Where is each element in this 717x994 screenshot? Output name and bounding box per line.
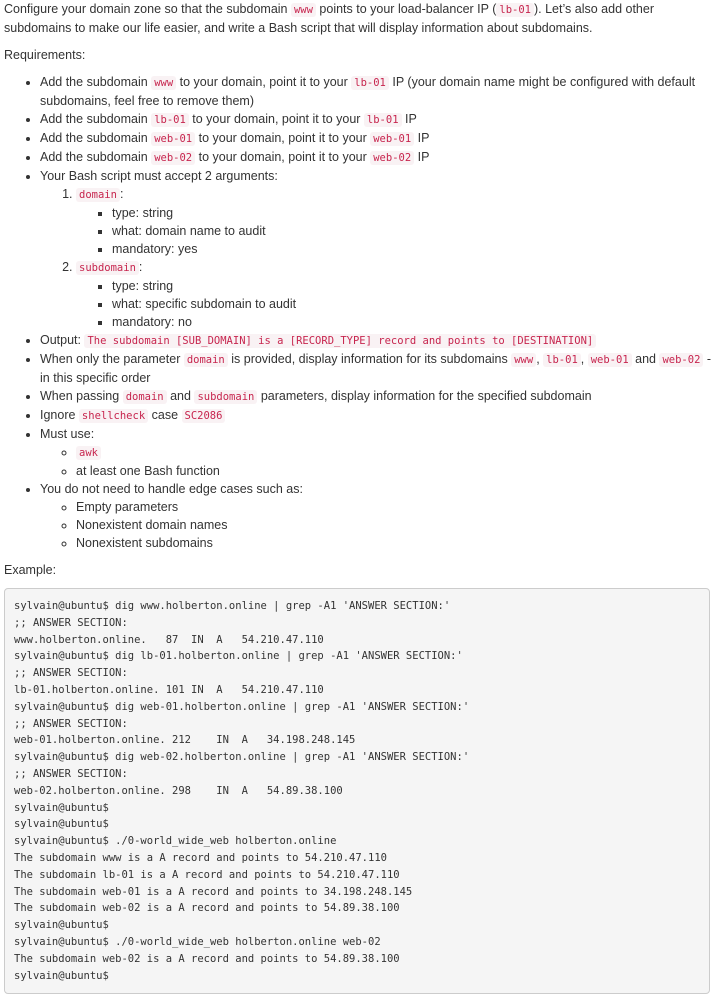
list-item: • When passing domain and subdomain parameters, display information for the specified subdomain <box>40 387 713 406</box>
list-item <box>76 443 713 462</box>
terminal-line: sylvain@ubuntu$ ./0-world_wide_web holberton.online web-02 <box>14 935 381 948</box>
list-item: ▪ type: string <box>112 277 713 295</box>
inline-code: web-01 <box>588 353 632 367</box>
inline-code: domain <box>76 188 120 202</box>
intro-text: Configure your domain zone so that the subdomain <box>4 2 291 16</box>
terminal-line: The subdomain web-02 is a A record and points to 54.89.38.100 <box>14 902 400 915</box>
inline-code: subdomain <box>194 390 257 404</box>
list-item: • Add the subdomain lb-01 to your domain, point it to your lb-01 IP <box>40 110 713 129</box>
intro-text: points to your load-balancer IP ( <box>315 2 497 16</box>
terminal-line: sylvain@ubuntu$ dig www.holberton.online | grep -A1 'ANSWER SECTION:' <box>14 600 451 612</box>
list-item: ◦ Nonexistent subdomains <box>76 534 713 552</box>
terminal-line: The subdomain web-01 is a A record and points to 34.198.248.145 <box>14 885 413 898</box>
terminal-line: lb-01.holberton.online. 101 IN A 54.210.47.110 <box>14 683 324 696</box>
inline-code: web-01 <box>151 132 195 146</box>
inline-code: www <box>291 3 316 17</box>
list-item: ▪ mandatory: yes <box>112 240 713 258</box>
requirements-heading: Requirements: <box>4 48 86 62</box>
inline-code: domain <box>184 353 228 367</box>
terminal-line: www.holberton.online. 87 IN A 54.210.47.110 <box>14 633 324 646</box>
inline-code: The subdomain [SUB_DOMAIN] is a [RECORD_TYPE] record and points to [DESTINATION] <box>84 334 596 348</box>
list-item: ▪ what: specific subdomain to audit <box>112 295 713 313</box>
list-item: • Ignore shellcheck case SC2086 <box>40 406 713 425</box>
inline-code: web-01 <box>370 132 414 146</box>
terminal-line: sylvain@ubuntu$ dig web-01.holberton.online | grep -A1 'ANSWER SECTION:' <box>14 700 470 713</box>
inline-code: web-02 <box>370 151 414 165</box>
terminal-line: sylvain@ubuntu$ <box>14 801 109 814</box>
terminal-output <box>4 588 710 994</box>
inline-code: lb-01 <box>151 113 189 127</box>
must-use-list <box>40 443 713 480</box>
terminal-line: ;; ANSWER SECTION: <box>14 767 128 780</box>
list-item: • When only the parameter domain is provided, display information for its subdomains www , lb-01 , web-01 and web-02 - in this specific order <box>40 350 713 387</box>
terminal-line: sylvain@ubuntu$ dig web-02.holberton.online | grep -A1 'ANSWER SECTION:' <box>14 751 470 764</box>
terminal-line: ;; ANSWER SECTION: <box>14 667 128 680</box>
inline-code: www <box>151 76 176 90</box>
list-item: • Add the subdomain web-01 to your domain, point it to your web-01 IP <box>40 129 713 148</box>
inline-code: web-02 <box>659 353 703 367</box>
inline-code: subdomain <box>76 261 139 275</box>
terminal-line: ;; ANSWER SECTION: <box>14 717 128 730</box>
terminal-line: ;; ANSWER SECTION: <box>14 616 128 629</box>
terminal-line: sylvain@ubuntu$ dig lb-01.holberton.online | grep -A1 'ANSWER SECTION:' <box>14 650 463 663</box>
inline-code: lb-01 <box>543 353 581 367</box>
terminal-line: sylvain@ubuntu$ <box>14 818 109 831</box>
list-item: ▪ type: string <box>112 204 713 222</box>
list-item: ▪ what: domain name to audit <box>112 222 713 240</box>
list-item: ◦ Empty parameters <box>76 498 713 516</box>
list-item: • Your Bash script must accept 2 arguments: 1. domain : ▪ type: string ▪ what: domain name to audit ▪ mandatory: yes 2. subdomain : ▪ type: string ▪ what: specific subdomain to audit ▪ mandatory: no <box>40 167 713 331</box>
list-item: • You do not need to handle edge cases such as: ◦ Empty parameters ◦ Nonexistent domain names ◦ Nonexistent subdomains <box>40 480 713 552</box>
requirements-list <box>4 73 713 552</box>
inline-code: awk <box>76 446 101 460</box>
list-item: • Add the subdomain www to your domain, point it to your lb-01 IP (your domain name might be configured with default subdomains, feel free to remove them) <box>40 73 713 110</box>
inline-code: domain <box>123 390 167 404</box>
intro-text: ). Let’s also add other subdomains to make our life easier, and write a Bash script that will display information about subdomains. <box>4 2 654 35</box>
intro-paragraph <box>4 0 713 37</box>
argument-details <box>76 204 713 258</box>
example-heading: Example: <box>4 563 57 577</box>
argument-item: 2. subdomain : ▪ type: string ▪ what: specific subdomain to audit ▪ mandatory: no <box>76 258 713 331</box>
inline-code: lb-01 <box>364 113 402 127</box>
argument-item: 1. domain : ▪ type: string ▪ what: domain name to audit ▪ mandatory: yes <box>76 185 713 258</box>
list-item: • Add the subdomain web-02 to your domain, point it to your web-02 IP <box>40 148 713 167</box>
inline-code: shellcheck <box>79 409 148 423</box>
terminal-line: sylvain@ubuntu$ <box>14 969 109 982</box>
terminal-line: web-01.holberton.online. 212 IN A 34.198.248.145 <box>14 734 356 747</box>
inline-code: SC2086 <box>182 409 226 423</box>
inline-code: lb-01 <box>496 3 534 17</box>
list-item: ▪ mandatory: no <box>112 313 713 331</box>
terminal-line: sylvain@ubuntu$ ./0-world_wide_web holberton.online <box>14 835 337 848</box>
terminal-line: The subdomain web-02 is a A record and points to 54.89.38.100 <box>14 952 400 965</box>
list-item: • Output: The subdomain [SUB_DOMAIN] is a [RECORD_TYPE] record and points to [DESTINATION] <box>40 331 713 350</box>
terminal-line: web-02.holberton.online. 298 IN A 54.89.38.100 <box>14 784 343 797</box>
list-item: • Must use: ◦ awk ◦ at least one Bash function <box>40 425 713 480</box>
inline-code: web-02 <box>151 151 195 165</box>
edge-cases-list <box>40 498 713 552</box>
arguments-list <box>40 185 713 331</box>
argument-details <box>76 277 713 331</box>
terminal-line: The subdomain www is a A record and points to 54.210.47.110 <box>14 851 387 864</box>
inline-code: www <box>511 353 536 367</box>
list-item: ◦ Nonexistent domain names <box>76 516 713 534</box>
terminal-line: sylvain@ubuntu$ <box>14 919 109 932</box>
terminal-line: The subdomain lb-01 is a A record and points to 54.210.47.110 <box>14 868 400 881</box>
list-item: ◦ at least one Bash function <box>76 462 713 480</box>
inline-code: lb-01 <box>351 76 389 90</box>
